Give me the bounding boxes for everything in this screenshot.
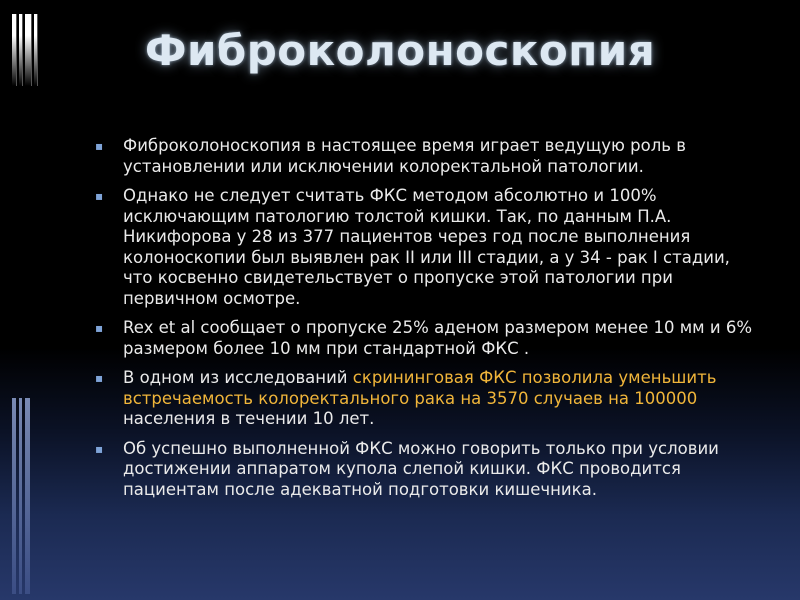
- bullet-text: Rex et al сообщает о пропуске 25% аденом размером менее 10 мм и 6% размером более 10 мм при стандартной ФКС .: [123, 318, 753, 358]
- bullet-marker-icon: ▪: [95, 371, 104, 385]
- bullet-text-before: В одном из исследований: [123, 368, 353, 387]
- bullet-text: Фиброколоноскопия в настоящее время играет ведущую роль в установлении или исключении колоректальной патологии.: [123, 136, 686, 176]
- bullet-item: [95, 439, 755, 501]
- slide-title: Фиброколоноскопия: [144, 26, 656, 75]
- bullet-item: [95, 318, 755, 359]
- bullet-marker-icon: ▪: [95, 321, 104, 335]
- bullet-marker-icon: ▪: [95, 441, 104, 456]
- bullet-item: [95, 186, 755, 309]
- bullet-text-after: населения в течении 10 лет.: [123, 409, 375, 428]
- stripe: [19, 398, 22, 594]
- bullet-list: [95, 136, 755, 509]
- bullet-item: [95, 136, 755, 177]
- bullet-text: Об успешно выполненной ФКС можно говорить только при условии достижении аппаратом купола слепой кишки. ФКС проводится пациентам после адекватной подготовки кишечника.: [123, 438, 719, 499]
- stripe: [12, 398, 16, 594]
- bullet-marker-icon: ▪: [95, 189, 104, 203]
- bullet-text: Однако не следует считать ФКС методом абсолютно и 100% исключающим патологию толстой кишки. Так, по данным П.А. Никифорова у 28 из 377 пациентов через год после выполнения колоноскопии был выявлен рак II или III стадии, а у 34 - рак I стадии, что косвенно свидетельствует о пропуске этой патологии при первичном осмотре.: [123, 186, 730, 308]
- bullet-highlight-text: скрининговая ФКС позволила уменьшить встречаемость колоректального рака на 3570 случаев на 100000: [123, 368, 717, 408]
- stripe: [25, 398, 30, 594]
- bullet-marker-icon: ▪: [95, 139, 104, 153]
- bullet-item: [95, 368, 755, 430]
- decorative-stripes-bottom: [12, 398, 32, 594]
